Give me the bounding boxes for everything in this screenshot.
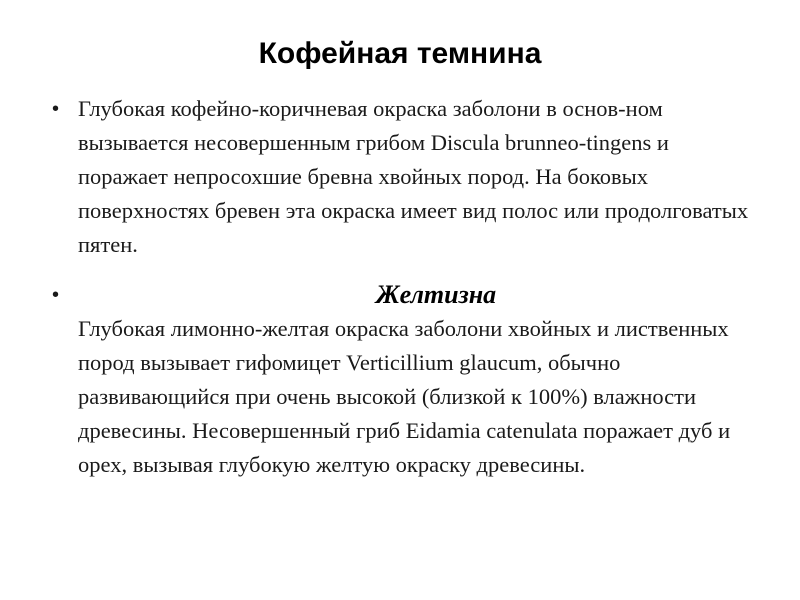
list-item-yellowness bbox=[40, 278, 760, 482]
bullet-list bbox=[40, 92, 760, 482]
bullet-icon: • bbox=[52, 284, 60, 306]
bullet-icon: • bbox=[52, 98, 60, 120]
section-heading: Желтизна bbox=[375, 280, 497, 309]
bullet-text: Глубокая кофейно-коричневая окраска заболони в основ-ном вызывается несовершенным грибом Discula brunneo-tingens и поражает непросохшие бревна хвойных пород. На боковых поверхностях бревен эта окраска имеет вид полос или продолговатых пятен. bbox=[78, 96, 749, 257]
bullet-text: Глубокая лимонно-желтая окраска заболони хвойных и лиственных пород вызывает гифомицет Verticillium glaucum, обычно развивающийся при очень высокой (близкой к 100%) влажности древесины. Несовершенный гриб Eidamia catenulata поражает дуб и орех, вызывая глубокую желтую окраску древесины. bbox=[78, 316, 731, 477]
slide-title: Кофейная темнина bbox=[258, 37, 542, 70]
list-item-coffee-stain bbox=[40, 92, 760, 262]
